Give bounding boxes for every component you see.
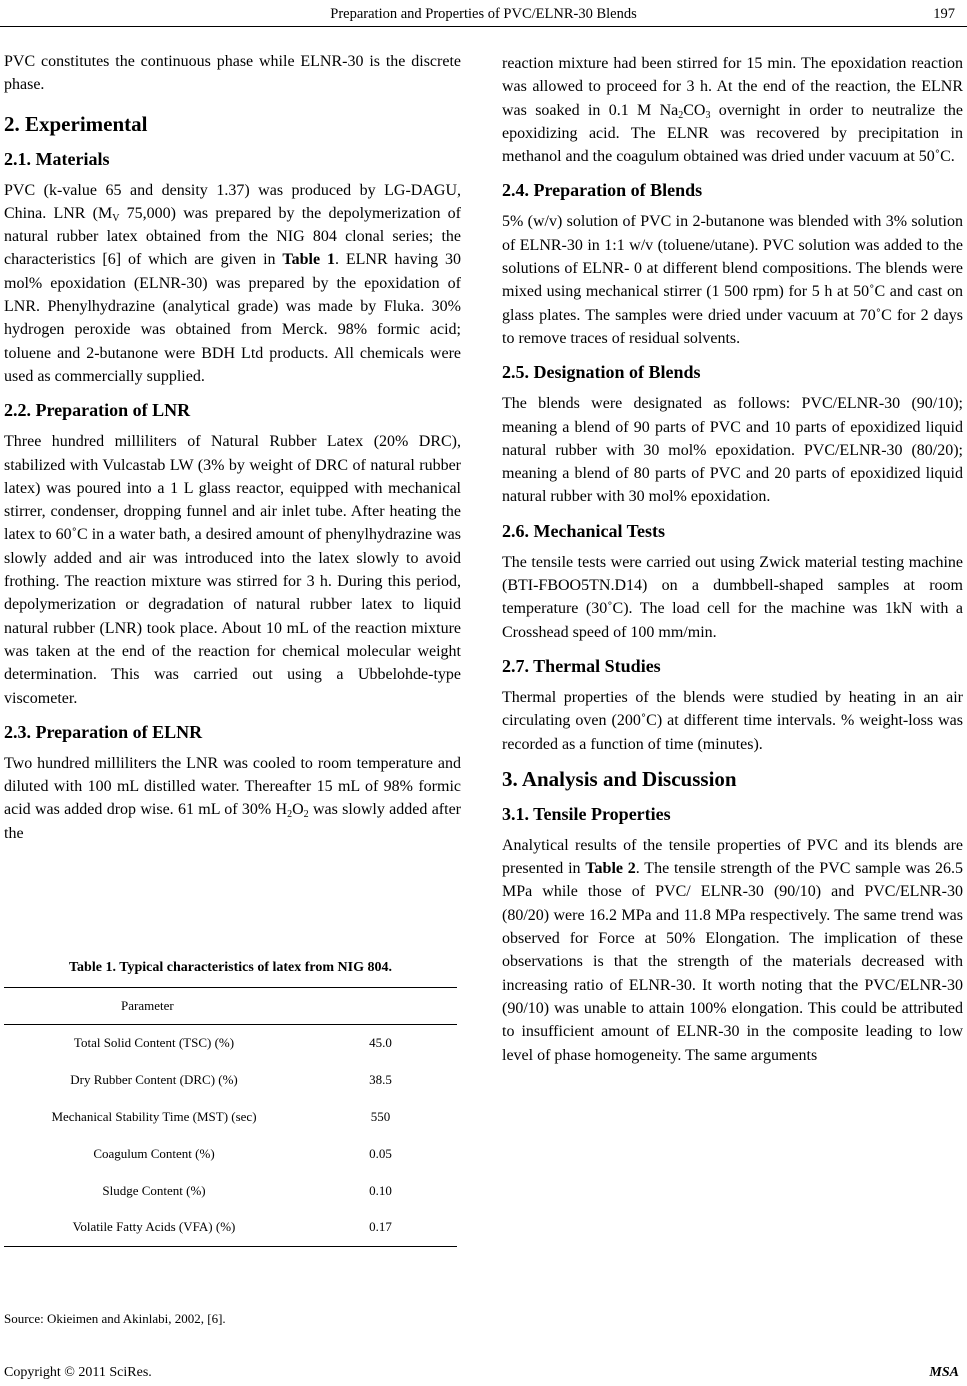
table-row: Dry Rubber Content (DRC) (%) 38.5 xyxy=(70,1072,392,1088)
subsection-heading-designation: 2.5. Designation of Blends xyxy=(502,362,701,383)
thermal-paragraph: Thermal properties of the blends were studied by heating in an air circulating oven (200˚C) at different time intervals. % weight-loss was recorded as a function of time (minutes). xyxy=(502,688,963,753)
table-2-reference: Table 2 xyxy=(585,860,636,878)
page-number: 197 xyxy=(933,6,955,22)
table-1-reference: Table 1 xyxy=(282,251,335,269)
journal-footer: MSA xyxy=(929,1365,959,1380)
elnr-paragraph: Two hundred milliliters the LNR was cooled to room temperature and diluted with 100 mL distilled water. Thereafter 15 mL of 98% formic acid was added drop wise. 61 mL of 30% $H_2O_2$ was slowly added after the xyxy=(4,754,461,842)
copyright-footer: Copyright © 2011 SciRes. xyxy=(4,1365,152,1380)
table-1-caption: Table 1. Typical characteristics of latex from NIG 804. xyxy=(69,960,392,975)
subsection-heading-thermal: 2.7. Thermal Studies xyxy=(502,655,661,676)
table-1 xyxy=(4,987,457,1247)
tensile-paragraph: Analytical results of the tensile properties of PVC and its blends are presented in Table 2. The tensile strength of the PVC sample was 26.5 MPa while those of PVC/ ELNR-30 (90/10) and PVC/ELNR-30 (80/20) were 16.2 MPa and 11.8 MPa respectively. The same trend was observed for Force at 50% Elongation. The implication of these observations is that the strength of the materials decreased with increasing ratio of ELNR-30. It worth noting that the PVC/ELNR-30 (90/10) was unable to attain 100% elongation. This could be attributed to insufficient amount of ELNR-30 in the composite leading to low level of phase homogeneity. The same arguments xyxy=(502,836,964,1064)
materials-paragraph: PVC (k-value 65 and density 1.37) was produced by LG-DAGU, China. LNR ($M_V$ 75,000) was prepared by the depolymerization of natural rubber latex obtained from the NIG 804 clonal series; the characteristics [6] of which are given in Table 1. ELNR having 30 mol% epoxidation (ELNR-30) was prepared by the epoxidation of LNR. Phenylhydrazine (analytical grade) was made by Fluka. 30% hydrogen peroxide was obtained from Merck. 98% formic acid; toluene and 2-butanone were BDH Ltd products. All chemicals were used as commercially supplied. xyxy=(4,181,462,385)
table-row: Coagulum Content (%) 0.05 xyxy=(93,1145,392,1161)
running-title: Preparation and Properties of PVC/ELNR-30 Blends xyxy=(330,6,637,22)
header-rule xyxy=(0,26,967,27)
page-header xyxy=(0,0,967,26)
subsection-heading-lnr: 2.2. Preparation of LNR xyxy=(4,400,191,421)
subsection-heading-materials: 2.1. Materials xyxy=(4,148,110,169)
right-column xyxy=(502,52,963,1067)
mechanical-paragraph: The tensile tests were carried out using Zwick material testing machine (BTI-FBOO5TN.D14) on a dumbbell-shaped samples at room temperature (30˚C). The load cell for the machine was 1kN with a Crosshead speed of 100 mm/min. xyxy=(502,553,963,641)
subsection-heading-tensile: 3.1. Tensile Properties xyxy=(502,803,671,824)
subsection-heading-mechanical: 2.6. Mechanical Tests xyxy=(502,520,666,541)
subsection-heading-blends: 2.4. Preparation of Blends xyxy=(502,180,703,201)
table-row: Mechanical Stability Time (MST) (sec) 550 xyxy=(51,1108,391,1124)
table-1-source: Source: Okieimen and Akinlabi, 2002, [6]. xyxy=(4,1311,226,1326)
designation-paragraph: The blends were designated as follows: PVC/ELNR-30 (90/10); meaning a blend of 90 parts of PVC and 10 parts of epoxidized liquid natural rubber with 30 mol% epoxidation. PVC/ELNR-30 (80/20); meaning a blend of 80 parts of PVC and 20 parts of epoxidized liquid natural rubber with 30 mol% epoxidation. xyxy=(502,395,963,506)
elnr-continuation-paragraph: reaction mixture had been stirred for 15 min. The epoxidation reaction was allowed to proceed for 3 h. At the end of the reaction, the ELNR was soaked in 0.1 M $Na_2CO_3$ overnight in order to neutralize the epoxidizing acid. The ELNR was recovered by precipitation in methanol and the coagulum obtained was dried under vacuum at 50˚C. xyxy=(502,55,963,166)
lnr-paragraph: Three hundred milliliters of Natural Rubber Latex (20% DRC), stabilized with Vulcastab LW (3% by weight of DRC of natural rubber latex) was poured into a 1 L glass reactor, equipped with mechanical stirrer, condenser, dropping funnel and air inlet tube. After heating the latex to 60˚C in a water bath, a desired amount of phenylhydrazine was slowly added and air was introduced into the latex slowly to avoid frothing. The reaction mixture was stirred for 3 h. During this period, depolymerization or degradation of natural rubber latex to liquid natural rubber (LNR) took place. About 10 mL of the reaction mixture was taken at the end of the reaction for chemical molecular weight determination. This was carried out using a Ubbelohde-type viscometer. xyxy=(4,433,461,707)
intro-paragraph: PVC constitutes the continuous phase while ELNR-30 is the discrete phase. xyxy=(4,53,461,94)
blends-paragraph: 5% (w/v) solution of PVC in 2-butanone was blended with 3% solution of ELNR-30 in 1:1 w/v (toluene/utane). PVC solution was added to the solutions of ELNR- 0 at different blend compositions. The blends were mixed using mechanical stirrer (1 500 rpm) for 5 h at 50˚C and cast on glass plates. The samples were dried under vacuum at 70˚C for 2 days to remove traces of residual solvents. xyxy=(502,213,963,347)
table-row: Sludge Content (%) 0.10 xyxy=(102,1182,392,1198)
table-row: Total Solid Content (TSC) (%) 45.0 xyxy=(73,1035,392,1051)
section-heading-analysis: 3. Analysis and Discussion xyxy=(502,766,737,791)
table-row: Volatile Fatty Acids (VFA) (%) 0.17 xyxy=(4,1209,457,1246)
section-heading-experimental: 2. Experimental xyxy=(4,111,148,136)
left-column xyxy=(4,50,461,845)
table-header-parameter: Parameter xyxy=(4,988,457,1025)
subsection-heading-elnr: 2.3. Preparation of ELNR xyxy=(4,721,203,742)
